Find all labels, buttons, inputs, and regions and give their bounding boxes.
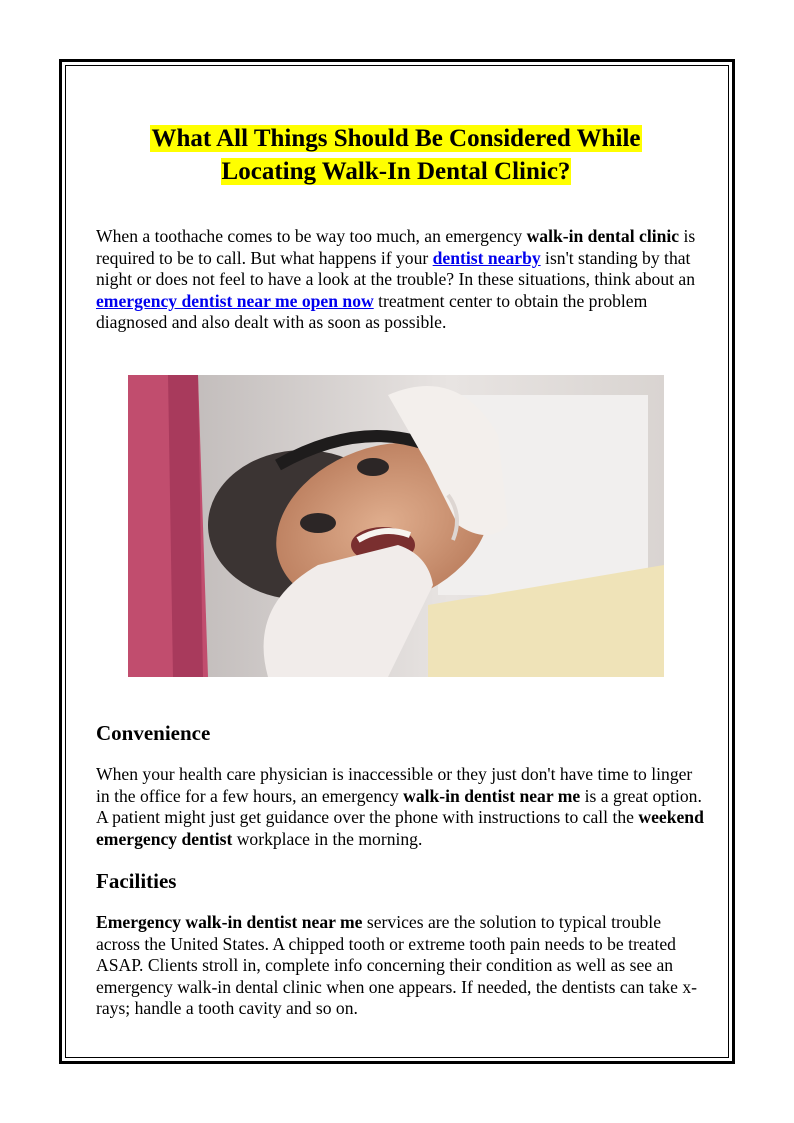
dentist-nearby-link[interactable]: dentist nearby <box>432 247 541 268</box>
facilities-bold-emergency-dentist: Emergency walk-in dentist near me <box>96 912 363 932</box>
intro-bold-walk-in-dental-clinic: walk-in dental clinic <box>526 226 680 246</box>
intro-text-3: isn't standing by that night or does not feel to have a look at the trouble? In these situations, think about an <box>96 247 696 290</box>
facilities-heading: Facilities <box>96 869 177 893</box>
convenience-paragraph <box>96 764 706 850</box>
title-line-1: What All Things Should Be Considered While <box>151 125 641 152</box>
intro-text-4: treatment center to obtain the problem diagnosed and also dealt with as soon as possible. <box>96 290 648 333</box>
convenience-text-3: workplace in the morning. <box>232 828 423 849</box>
intro-text-1: When a toothache comes to be way too much, an emergency <box>96 226 527 246</box>
convenience-text-1: When your health care physician is inaccessible or they just don't have time to linger in the office for a few hours, an emergency <box>96 764 693 806</box>
convenience-bold-weekend-dentist: weekend emergency dentist <box>96 807 704 849</box>
page-title <box>96 122 696 188</box>
facilities-paragraph <box>96 912 706 1020</box>
facilities-text-1: services are the solution to typical trouble across the United States. A chipped tooth or extreme tooth pain needs to be treated ASAP. Clients stroll in, complete info concerning their condition as well as see an emergency walk-in dental clinic when one appears. If needed, the dentists can take x-rays; handle a tooth cavity and so on. <box>96 912 698 1019</box>
intro-text-2: is required to be to call. But what happens if your <box>96 226 696 268</box>
convenience-bold-walk-in-dentist: walk-in dentist near me <box>403 785 581 806</box>
intro-paragraph <box>96 226 706 334</box>
convenience-text-2: is a great option. A patient might just get guidance over the phone with instructions to call the <box>96 785 702 828</box>
title-line-2: Locating Walk-In Dental Clinic? <box>221 158 571 185</box>
emergency-dentist-open-now-link[interactable]: emergency dentist near me open now <box>96 290 374 311</box>
dental-exam-photo <box>128 375 664 677</box>
convenience-heading: Convenience <box>96 721 211 745</box>
